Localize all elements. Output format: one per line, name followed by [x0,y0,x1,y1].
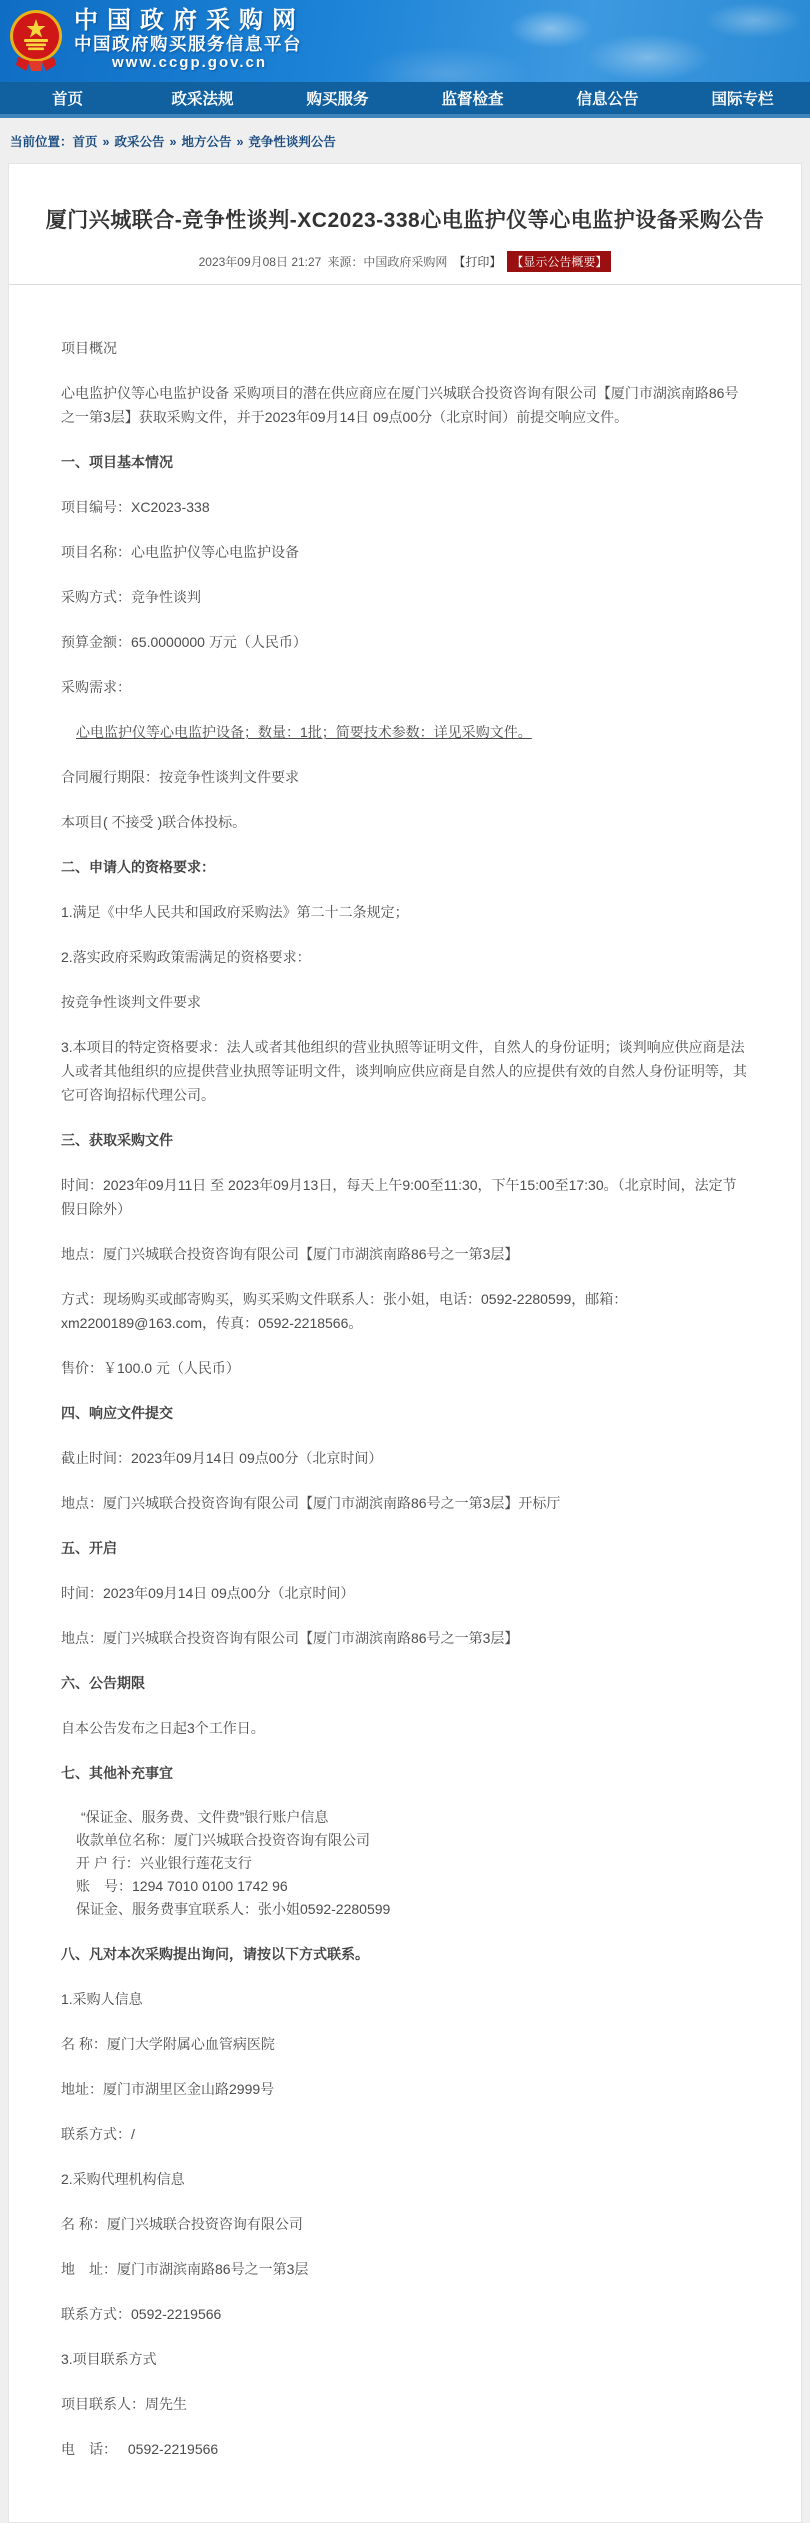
paragraph: 收款单位名称：厦门兴城联合投资咨询有限公司 [76,1832,370,1848]
article-head [9,164,801,272]
paragraph: 联系方式：/ [61,2126,135,2142]
breadcrumb-separator: » [102,134,110,149]
show-summary-button[interactable]: 【显示公告概要】 [507,251,611,272]
national-emblem-icon [8,9,64,71]
paragraph: 项目编号：XC2023-338 [61,499,210,515]
source-label: 来源：中国政府采购网 [327,255,448,269]
paragraph: 心电监护仪等心电监护设备 采购项目的潜在供应商应在厦门兴城联合投资咨询有限公司【厦门市湖滨南路86号之一第3层】获取采购文件，并于2023年09月14日 09点00分（北京时间）前提交响应文件。 [61,385,739,425]
nav-item-3[interactable]: 监督检查 [441,91,504,108]
site-subtitle: 中国政府购买服务信息平台 [74,34,302,55]
section-heading: 五、开启 [61,1540,117,1556]
paragraph: 2.采购代理机构信息 [61,2171,185,2187]
site-header [0,0,810,82]
paragraph: 1.采购人信息 [61,1991,143,2007]
section-heading: 三、获取采购文件 [61,1132,173,1148]
section-heading: 一、项目基本情况 [61,454,173,470]
section-heading: 七、其他补充事宜 [61,1765,173,1781]
paragraph: 项目联系人：周先生 [61,2396,187,2412]
paragraph: 合同履行期限：按竞争性谈判文件要求 [61,769,299,785]
paragraph: 按竞争性谈判文件要求 [61,994,201,1010]
breadcrumb-separator: » [236,134,244,149]
paragraph: 采购需求： [61,679,131,695]
paragraph: 保证金、服务费事宜联系人：张小姐0592-2280599 [76,1901,391,1917]
breadcrumb-link-0[interactable]: 首页 [72,134,98,149]
nav-item-0[interactable]: 首页 [51,91,83,108]
paragraph: 心电监护仪等心电监护设备；数量：1批；简要技术参数：详见采购文件。 [76,724,532,740]
paragraph: 地 址：厦门市湖滨南路86号之一第3层 [61,2261,309,2277]
page-title: 厦门兴城联合-竞争性谈判-XC2023-338心电监护仪等心电监护设备采购公告 [45,209,765,232]
breadcrumb-link-2[interactable]: 地方公告 [181,134,232,149]
paragraph: 地点：厦门兴城联合投资咨询有限公司【厦门市湖滨南路86号之一第3层】开标厅 [61,1495,561,1511]
site-logo-text [74,8,305,71]
paragraph: 售价：￥100.0 元（人民币） [61,1360,240,1376]
paragraph: 截止时间：2023年09月14日 09点00分（北京时间） [61,1450,383,1466]
paragraph: 时间：2023年09月14日 09点00分（北京时间） [61,1585,355,1601]
publish-datetime: 2023年09月08日 21:27 [198,255,322,269]
paragraph: 时间：2023年09月11日 至 2023年09月13日，每天上午9:00至11:30，下午15:00至17:30。（北京时间，法定节假日除外） [61,1177,737,1217]
nav-item-2[interactable]: 购买服务 [306,91,369,108]
paragraph: 3.本项目的特定资格要求：法人或者其他组织的营业执照等证明文件，自然人的身份证明；谈判响应供应商是法人或者其他组织的应提供营业执照等证明文件，谈判响应供应商是自然人的应提供有效的自然人身份证明等，其它可咨询招标代理公司。 [61,1039,747,1103]
breadcrumb [0,118,810,163]
announcement-content-box [8,163,802,2523]
section-heading: 四、响应文件提交 [61,1405,173,1421]
nav-item-4[interactable]: 信息公告 [576,91,639,108]
section-heading: 八、凡对本次采购提出询问，请按以下方式联系。 [61,1946,369,1962]
paragraph: 预算金额：65.0000000 万元（人民币） [61,634,307,650]
paragraph: 地点：厦门兴城联合投资咨询有限公司【厦门市湖滨南路86号之一第3层】 [61,1630,519,1646]
paragraph: 名 称：厦门兴城联合投资咨询有限公司 [61,2216,303,2232]
paragraph: 自本公告发布之日起3个工作日。 [61,1720,265,1736]
paragraph: 本项目( 不接受 )联合体投标。 [61,814,247,830]
paragraph: 1.满足《中华人民共和国政府采购法》第二十二条规定； [61,904,409,920]
paragraph: 项目名称：心电监护仪等心电监护设备 [61,544,299,560]
section-heading: 六、公告期限 [61,1675,145,1691]
paragraph: 名 称：厦门大学附属心血管病医院 [61,2036,275,2052]
breadcrumb-link-1[interactable]: 政采公告 [114,134,165,149]
main-nav [0,82,810,118]
paragraph: 地址：厦门市湖里区金山路2999号 [61,2081,275,2097]
nav-item-1[interactable]: 政采法规 [171,91,234,108]
article-body [9,285,801,2522]
paragraph: 账 号：1294 7010 0100 1742 96 [76,1878,288,1894]
breadcrumb-prefix: 当前位置： [10,134,73,149]
paragraph: 采购方式：竞争性谈判 [61,589,201,605]
paragraph: 联系方式：0592-2219566 [61,2306,222,2322]
breadcrumb-link-3[interactable]: 竞争性谈判公告 [248,134,336,149]
paragraph: 地点：厦门兴城联合投资咨询有限公司【厦门市湖滨南路86号之一第3层】 [61,1246,519,1262]
site-name: 中国政府采购网 [74,7,305,35]
paragraph: 方式：现场购买或邮寄购买，购买采购文件联系人：张小姐，电话：0592-2280599，邮箱：xm2200189@163.com，传真：0592-2218566。 [61,1291,628,1331]
article-meta [39,251,771,272]
nav-item-5[interactable]: 国际专栏 [711,91,774,108]
paragraph: 电 话： 0592-2219566 [61,2441,219,2457]
paragraph: 开 户 行：兴业银行莲花支行 [76,1855,252,1871]
paragraph: 项目概况 [61,340,117,356]
print-button[interactable]: 【打印】 [453,255,502,269]
breadcrumb-separator: » [169,134,177,149]
section-heading: 二、申请人的资格要求： [61,859,215,875]
paragraph: 2.落实政府采购政策需满足的资格要求： [61,949,311,965]
site-url: www.ccgp.gov.cn [111,53,268,71]
paragraph: 3.项目联系方式 [61,2351,157,2367]
paragraph: “保证金、服务费、文件费”银行账户信息 [81,1809,329,1825]
